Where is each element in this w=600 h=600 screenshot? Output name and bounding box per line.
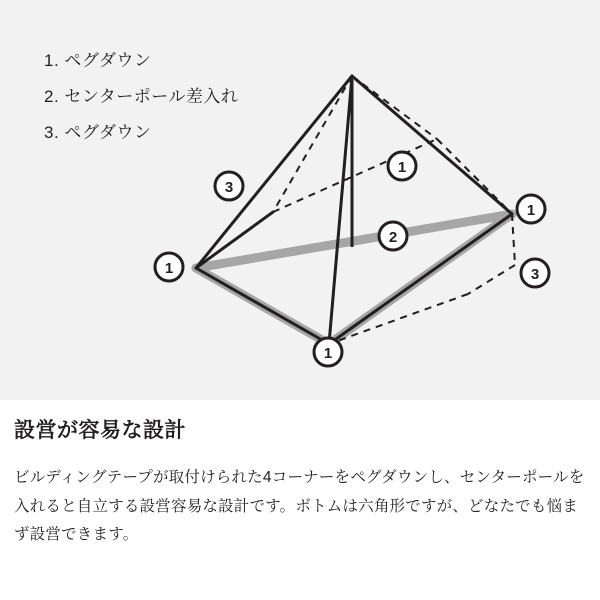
dashed-bottom-front-right <box>329 294 468 344</box>
caption-heading: 設営が容易な設計 <box>14 419 186 442</box>
dashed-corner-right-down <box>512 214 515 265</box>
setup-step-2: 2. センターポール差入れ <box>44 87 239 106</box>
callout-label: 1 <box>526 202 536 219</box>
setup-steps-list <box>44 52 374 160</box>
tape-left-right <box>196 214 512 268</box>
callout-1-upper <box>388 152 416 180</box>
callout-1-front <box>314 338 342 366</box>
caption-body: ビルディングテープが取付けられた4コーナーをペグダウンし、センターポールを入れると自立する設営容易な設計です。ボトムは六角形ですが、どなたでも悩まず設営できます。 <box>14 469 585 544</box>
dashed-corner-right-front <box>468 265 515 294</box>
callout-1-right <box>517 195 545 223</box>
callout-label: 1 <box>164 260 174 277</box>
callout-1-left <box>155 253 183 281</box>
callout-3-left <box>215 172 243 200</box>
callout-3-right <box>521 259 549 287</box>
callout-label: 1 <box>397 159 407 176</box>
callout-label: 1 <box>323 345 333 362</box>
callout-label: 2 <box>388 229 398 246</box>
callout-2-center <box>379 222 407 250</box>
edge-left-to-front <box>196 268 329 344</box>
caption-block <box>14 414 586 550</box>
setup-step-1: 1. ペグダウン <box>44 51 152 70</box>
edge-apex-to-right <box>352 76 512 214</box>
callout-label: 3 <box>530 266 540 283</box>
callout-label: 3 <box>224 179 234 196</box>
setup-step-3: 3. ペグダウン <box>44 123 152 142</box>
